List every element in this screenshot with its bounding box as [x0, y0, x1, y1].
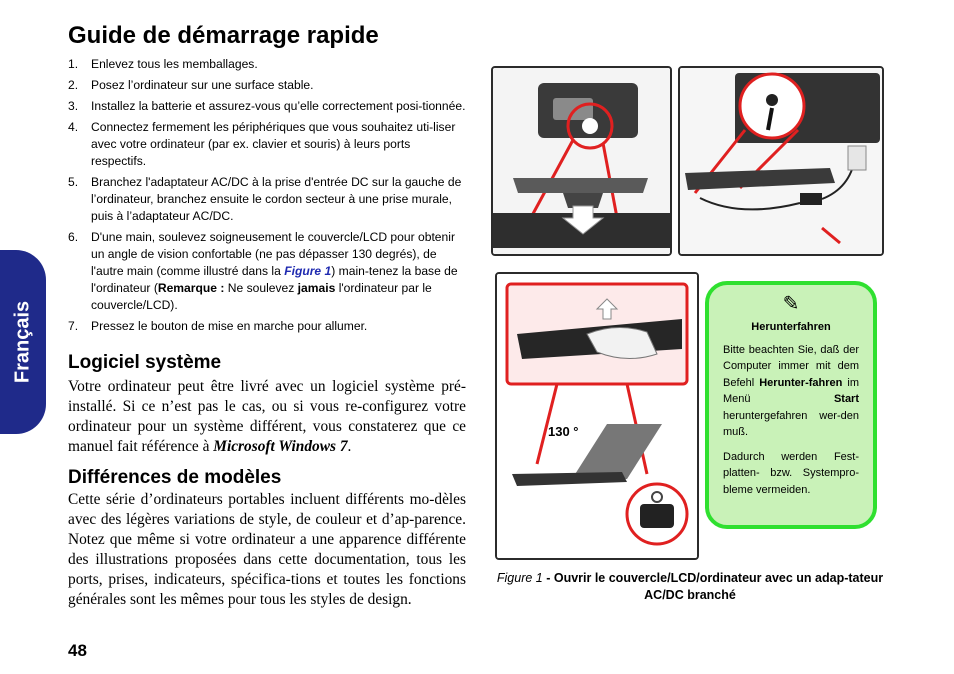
step-text: Branchez l'adaptateur AC/DC à la prise d'entrée DC sur la gauche de l’ordinateur, branchez ensuite le cordon secteur à une prise murale, puis à l’adaptateur AC/DC. [91, 175, 462, 223]
step-item [68, 119, 468, 170]
caption-figure-ref: Figure 1 [496, 571, 543, 585]
step-item [68, 77, 468, 94]
step-text: Posez l’ordinateur sur une surface stable. [91, 78, 314, 92]
step-item [68, 98, 468, 115]
note-box [705, 281, 877, 529]
step-item [68, 318, 468, 335]
language-tab-label: Français [11, 300, 34, 384]
note-title: Herunterfahren [751, 321, 831, 333]
step-number: 6. [68, 230, 79, 244]
illustration-battery [491, 66, 672, 256]
step-number: 7. [68, 319, 79, 333]
figure-link[interactable]: Figure 1 [284, 264, 332, 278]
step-number: 2. [68, 78, 79, 92]
step-number: 5. [68, 175, 79, 189]
angle-label: 130 ° [548, 424, 579, 439]
step-item [68, 56, 468, 73]
section-heading-models: Différences de modèles [68, 467, 282, 488]
page-number: 48 [68, 641, 87, 660]
step-text: Ne soulevez [224, 281, 298, 295]
step-text: jamais [297, 281, 336, 295]
step-number: 4. [68, 120, 79, 134]
section-body-models: Cette série d’ordinateurs portables incluent différents mo-dèles avec des légères variations de style, de couleur et d’ap-parence. Notez que même si votre ordinateur a une apparence différente des illustrations proposées dans cette documentation, tous les ports, prises, indicateurs, spécifica-tions et toutes les fonctions générales sont les mêmes pour tous les styles de design. [68, 491, 466, 608]
step-text: Installez la batterie et assurez-vous qu’elle correctement posi-tionnée. [91, 99, 466, 113]
illustration-adapter [678, 66, 884, 256]
language-tab[interactable] [0, 250, 46, 434]
note-paragraph-2: Dadurch werden Fest-platten- bzw. Systempro-bleme vermeiden. [723, 450, 859, 496]
step-item [68, 229, 468, 314]
section-body-software: Votre ordinateur peut être livré avec un logiciel système pré-installé. Si ce n’est pas le cas, ou si vous re-configurez votre ordinateur pour un système différent, vous constaterez que ce manuel fait référence à Microsoft Windows 7. [68, 378, 466, 455]
step-text: Enlevez tous les memballages. [91, 57, 258, 71]
step-number: 3. [68, 99, 79, 113]
step-text: Pressez le bouton de mise en marche pour allumer. [91, 319, 368, 333]
illustration-open-lid [495, 272, 699, 560]
figure-caption [490, 570, 890, 604]
step-item [68, 174, 468, 225]
note-paragraph-1: Bitte beachten Sie, daß der Computer immer mit dem Befehl Herunter-fahren im Menü Start heruntergefahren wer-den muß. [723, 343, 859, 438]
step-text: Connectez fermement les périphériques que vous souhaitez uti-liser avec votre ordinateur (par ex. clavier et souris) à leurs ports respectifs. [91, 120, 456, 168]
step-text: D'une main, soulevez soigneusement le couvercle/LCD pour obtenir un angle de vision confortable (ne pas dépasser 130 degrés), de l'autre main (comme illustré dans la [91, 230, 455, 278]
pen-icon: ✎ [782, 293, 800, 315]
page-title: Guide de démarrage rapide [68, 22, 379, 49]
step-text: Remarque : [157, 281, 225, 295]
steps-list [68, 56, 468, 339]
caption-text: - Ouvrir le couvercle/LCD/ordinateur avec un adap-tateur AC/DC branché [542, 571, 884, 602]
step-number: 1. [68, 57, 79, 71]
step-text: l'ordinateur par le couvercle/LCD). [91, 281, 432, 312]
section-heading-software: Logiciel système [68, 352, 222, 373]
emphasis-windows: Microsoft Windows 7 [213, 438, 348, 455]
step-text: ) main-tenez la base de l'ordinateur ( [91, 264, 458, 295]
